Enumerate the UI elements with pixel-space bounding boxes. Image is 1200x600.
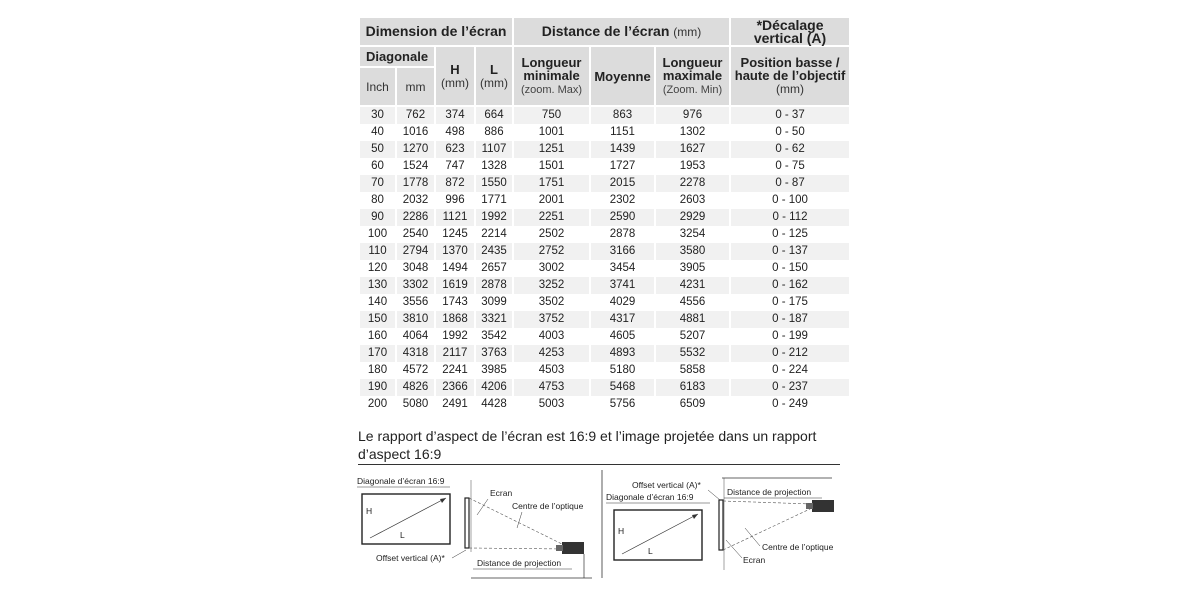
table-cell: 5468 (591, 379, 654, 396)
table-cell: 0 - 125 (731, 226, 849, 243)
table-cell: 5180 (591, 362, 654, 379)
table-cell: 80 (360, 192, 395, 209)
table-cell: 2502 (514, 226, 589, 243)
table-cell: 1619 (436, 277, 474, 294)
table-row (360, 107, 849, 124)
header-l-label: L (490, 61, 498, 77)
table-cell: 1751 (514, 175, 589, 192)
table-cell: 2657 (476, 260, 512, 277)
ceiling-installation-diagram (600, 470, 845, 587)
table-cell: 1727 (591, 158, 654, 175)
table-cell: 2001 (514, 192, 589, 209)
table-cell: 90 (360, 209, 395, 226)
table-cell: 3810 (397, 311, 434, 328)
table-cell: 1550 (476, 175, 512, 192)
header-min-note: (zoom. Max) (520, 83, 583, 96)
table-cell: 170 (360, 345, 395, 362)
table-cell: 4231 (656, 277, 729, 294)
header-min-line1: Longueur (521, 54, 582, 70)
table-cell: 5756 (591, 396, 654, 413)
header-pos-unit: (mm) (776, 82, 805, 96)
header-l (476, 47, 512, 107)
table-cell: 0 - 187 (731, 311, 849, 328)
table-cell: 120 (360, 260, 395, 277)
table-cell: 200 (360, 396, 395, 413)
caption-divider (358, 464, 840, 465)
table-cell: 0 - 150 (731, 260, 849, 277)
table-cell: 0 - 175 (731, 294, 849, 311)
right-screen-label: Ecran (743, 555, 766, 565)
header-max-line2: maximale (662, 67, 723, 83)
left-offset-label: Offset vertical (A)* (376, 553, 445, 563)
table-cell: 886 (476, 124, 512, 141)
table-cell: 2117 (436, 345, 474, 362)
table-cell: 2878 (591, 226, 654, 243)
table-row (360, 192, 849, 209)
floor-installation-diagram (352, 470, 592, 587)
table-row (360, 396, 849, 413)
header-h-label: H (450, 61, 460, 77)
header-l-unit: (mm) (480, 75, 508, 90)
table-cell: 0 - 199 (731, 328, 849, 345)
table-body (360, 107, 849, 413)
table-cell: 2878 (476, 277, 512, 294)
table-cell: 6509 (656, 396, 729, 413)
table-cell: 2251 (514, 209, 589, 226)
table-cell: 2278 (656, 175, 729, 192)
table-cell: 4064 (397, 328, 434, 345)
table-cell: 1107 (476, 141, 512, 158)
table-cell: 5003 (514, 396, 589, 413)
table-cell: 4826 (397, 379, 434, 396)
table-cell: 160 (360, 328, 395, 345)
right-diag-label: Diagonale d’écran 16:9 (606, 492, 694, 502)
table-cell: 1302 (656, 124, 729, 141)
table-cell: 5858 (656, 362, 729, 379)
table-cell: 3556 (397, 294, 434, 311)
table-cell: 4206 (476, 379, 512, 396)
table-cell: 0 - 75 (731, 158, 849, 175)
table-cell: 0 - 237 (731, 379, 849, 396)
table-cell: 30 (360, 107, 395, 124)
ceiling-installation-svg (600, 470, 845, 582)
header-mm: mm (405, 79, 426, 94)
header-pos-line2: haute de l’objectif (734, 68, 846, 83)
table-cell: 2214 (476, 226, 512, 243)
table-cell: 70 (360, 175, 395, 192)
header-max-note: (Zoom. Min) (662, 83, 723, 96)
table-cell: 750 (514, 107, 589, 124)
table-cell: 0 - 212 (731, 345, 849, 362)
table-cell: 4556 (656, 294, 729, 311)
table-cell: 0 - 87 (731, 175, 849, 192)
table-cell: 3985 (476, 362, 512, 379)
throw-distance-table (358, 18, 851, 413)
table-cell: 2366 (436, 379, 474, 396)
table-cell: 498 (436, 124, 474, 141)
table-cell: 976 (656, 107, 729, 124)
table-cell: 747 (436, 158, 474, 175)
left-h-label: H (366, 506, 373, 516)
table-cell: 0 - 62 (731, 141, 849, 158)
left-diag-label: Diagonale d’écran 16:9 (357, 476, 445, 486)
table-cell: 3321 (476, 311, 512, 328)
table-cell: 1627 (656, 141, 729, 158)
table-cell: 3048 (397, 260, 434, 277)
table-cell: 1016 (397, 124, 434, 141)
left-screen-side (465, 498, 469, 548)
table-cell: 3763 (476, 345, 512, 362)
right-screen-side (719, 500, 723, 550)
table-cell: 110 (360, 243, 395, 260)
table-cell: 5207 (656, 328, 729, 345)
table-cell: 5532 (656, 345, 729, 362)
table-cell: 1001 (514, 124, 589, 141)
table-cell: 4605 (591, 328, 654, 345)
table-cell: 0 - 50 (731, 124, 849, 141)
table-cell: 2794 (397, 243, 434, 260)
table-cell: 1270 (397, 141, 434, 158)
table-cell: 0 - 100 (731, 192, 849, 209)
table-cell: 374 (436, 107, 474, 124)
table-cell: 130 (360, 277, 395, 294)
table-cell: 4428 (476, 396, 512, 413)
table-cell: 2241 (436, 362, 474, 379)
table-cell: 4003 (514, 328, 589, 345)
table-cell: 1778 (397, 175, 434, 192)
table-cell: 3302 (397, 277, 434, 294)
table-cell: 50 (360, 141, 395, 158)
table-row (360, 277, 849, 294)
table-cell: 0 - 112 (731, 209, 849, 226)
table-cell: 40 (360, 124, 395, 141)
table-cell: 3752 (514, 311, 589, 328)
table-cell: 150 (360, 311, 395, 328)
table-cell: 1992 (436, 328, 474, 345)
right-offset-label: Offset vertical (A)* (632, 480, 701, 490)
table-cell: 3099 (476, 294, 512, 311)
table-cell: 664 (476, 107, 512, 124)
table-row (360, 226, 849, 243)
table-cell: 2540 (397, 226, 434, 243)
table-cell: 2286 (397, 209, 434, 226)
table-cell: 1868 (436, 311, 474, 328)
header-max-line1: Longueur (662, 54, 723, 70)
header-distance-label: Distance de l’écran (541, 22, 670, 39)
header-diagonal: Diagonale (360, 47, 434, 68)
table-cell: 1151 (591, 124, 654, 141)
table-cell: 3454 (591, 260, 654, 277)
aspect-ratio-caption: Le rapport d’aspect de l’écran est 16:9 et l’image projetée dans un rapport d’aspect 16:9 (358, 428, 817, 462)
table-cell: 996 (436, 192, 474, 209)
table-cell: 1524 (397, 158, 434, 175)
table-cell: 0 - 224 (731, 362, 849, 379)
header-inch: Inch (366, 79, 389, 94)
table-row (360, 311, 849, 328)
table-cell: 2435 (476, 243, 512, 260)
table-cell: 2015 (591, 175, 654, 192)
right-h-label: H (618, 526, 625, 536)
right-l-label: L (648, 546, 653, 556)
table-cell: 0 - 137 (731, 243, 849, 260)
table-cell: 623 (436, 141, 474, 158)
table-cell: 1251 (514, 141, 589, 158)
table-cell: 100 (360, 226, 395, 243)
table-cell: 2032 (397, 192, 434, 209)
table-cell: 2491 (436, 396, 474, 413)
table-cell: 3741 (591, 277, 654, 294)
table-cell: 180 (360, 362, 395, 379)
table-row (360, 362, 849, 379)
table-cell: 4753 (514, 379, 589, 396)
table-cell: 2603 (656, 192, 729, 209)
table-row (360, 124, 849, 141)
header-min-length (514, 47, 589, 107)
table-cell: 1992 (476, 209, 512, 226)
table-cell: 190 (360, 379, 395, 396)
table-cell: 3905 (656, 260, 729, 277)
left-distance-label: Distance de projection (477, 558, 562, 568)
floor-installation-svg (352, 470, 592, 582)
table-cell: 1743 (436, 294, 474, 311)
table-row (360, 328, 849, 345)
header-screen-dimension: Dimension de l’écran (360, 18, 512, 47)
table-row (360, 175, 849, 192)
table-cell: 4029 (591, 294, 654, 311)
header-h (436, 47, 474, 107)
table-cell: 1771 (476, 192, 512, 209)
table-cell: 0 - 37 (731, 107, 849, 124)
table-cell: 762 (397, 107, 434, 124)
table-cell: 3252 (514, 277, 589, 294)
table-cell: 1370 (436, 243, 474, 260)
header-h-unit: (mm) (441, 75, 469, 90)
table-cell: 140 (360, 294, 395, 311)
table-cell: 1439 (591, 141, 654, 158)
table-cell: 1121 (436, 209, 474, 226)
header-offset: *Décalage vertical (A) (731, 18, 849, 47)
table-cell: 6183 (656, 379, 729, 396)
table-row (360, 294, 849, 311)
table-cell: 1494 (436, 260, 474, 277)
table-row (360, 345, 849, 362)
right-center-label: Centre de l’optique (762, 542, 834, 552)
header-max-length (656, 47, 729, 107)
table-row (360, 243, 849, 260)
table-cell: 5080 (397, 396, 434, 413)
table-row (360, 379, 849, 396)
header-average: Moyenne (591, 47, 654, 107)
table-cell: 4253 (514, 345, 589, 362)
right-projector-icon (812, 500, 834, 512)
table-cell: 3502 (514, 294, 589, 311)
table-cell: 1953 (656, 158, 729, 175)
table-cell: 4317 (591, 311, 654, 328)
table-cell: 1245 (436, 226, 474, 243)
table-cell: 2752 (514, 243, 589, 260)
table-cell: 1501 (514, 158, 589, 175)
left-center-label: Centre de l’optique (512, 501, 584, 511)
header-pos-line1: Position basse / (740, 55, 840, 70)
header-distance-unit: (mm) (673, 24, 702, 39)
table-row (360, 209, 849, 226)
table-cell: 3002 (514, 260, 589, 277)
table-cell: 872 (436, 175, 474, 192)
table-cell: 3254 (656, 226, 729, 243)
table-cell: 4503 (514, 362, 589, 379)
header-lens-position (731, 47, 849, 107)
table-cell: 4572 (397, 362, 434, 379)
table-cell: 863 (591, 107, 654, 124)
table-cell: 4881 (656, 311, 729, 328)
table-cell: 4893 (591, 345, 654, 362)
table-row (360, 158, 849, 175)
table-cell: 4318 (397, 345, 434, 362)
left-projector-icon (562, 542, 584, 554)
header-min-line2: minimale (523, 67, 580, 83)
table-cell: 3166 (591, 243, 654, 260)
table-cell: 60 (360, 158, 395, 175)
table-cell: 1328 (476, 158, 512, 175)
table-cell: 2929 (656, 209, 729, 226)
table-cell: 2302 (591, 192, 654, 209)
table-cell: 3580 (656, 243, 729, 260)
header-distance (514, 18, 729, 47)
left-l-label: L (400, 530, 405, 540)
right-distance-label: Distance de projection (727, 487, 812, 497)
table-row (360, 260, 849, 277)
table-row (360, 141, 849, 158)
table-cell: 3542 (476, 328, 512, 345)
table-cell: 0 - 162 (731, 277, 849, 294)
table-cell: 2590 (591, 209, 654, 226)
table-cell: 0 - 249 (731, 396, 849, 413)
left-screen-label: Ecran (490, 488, 513, 498)
